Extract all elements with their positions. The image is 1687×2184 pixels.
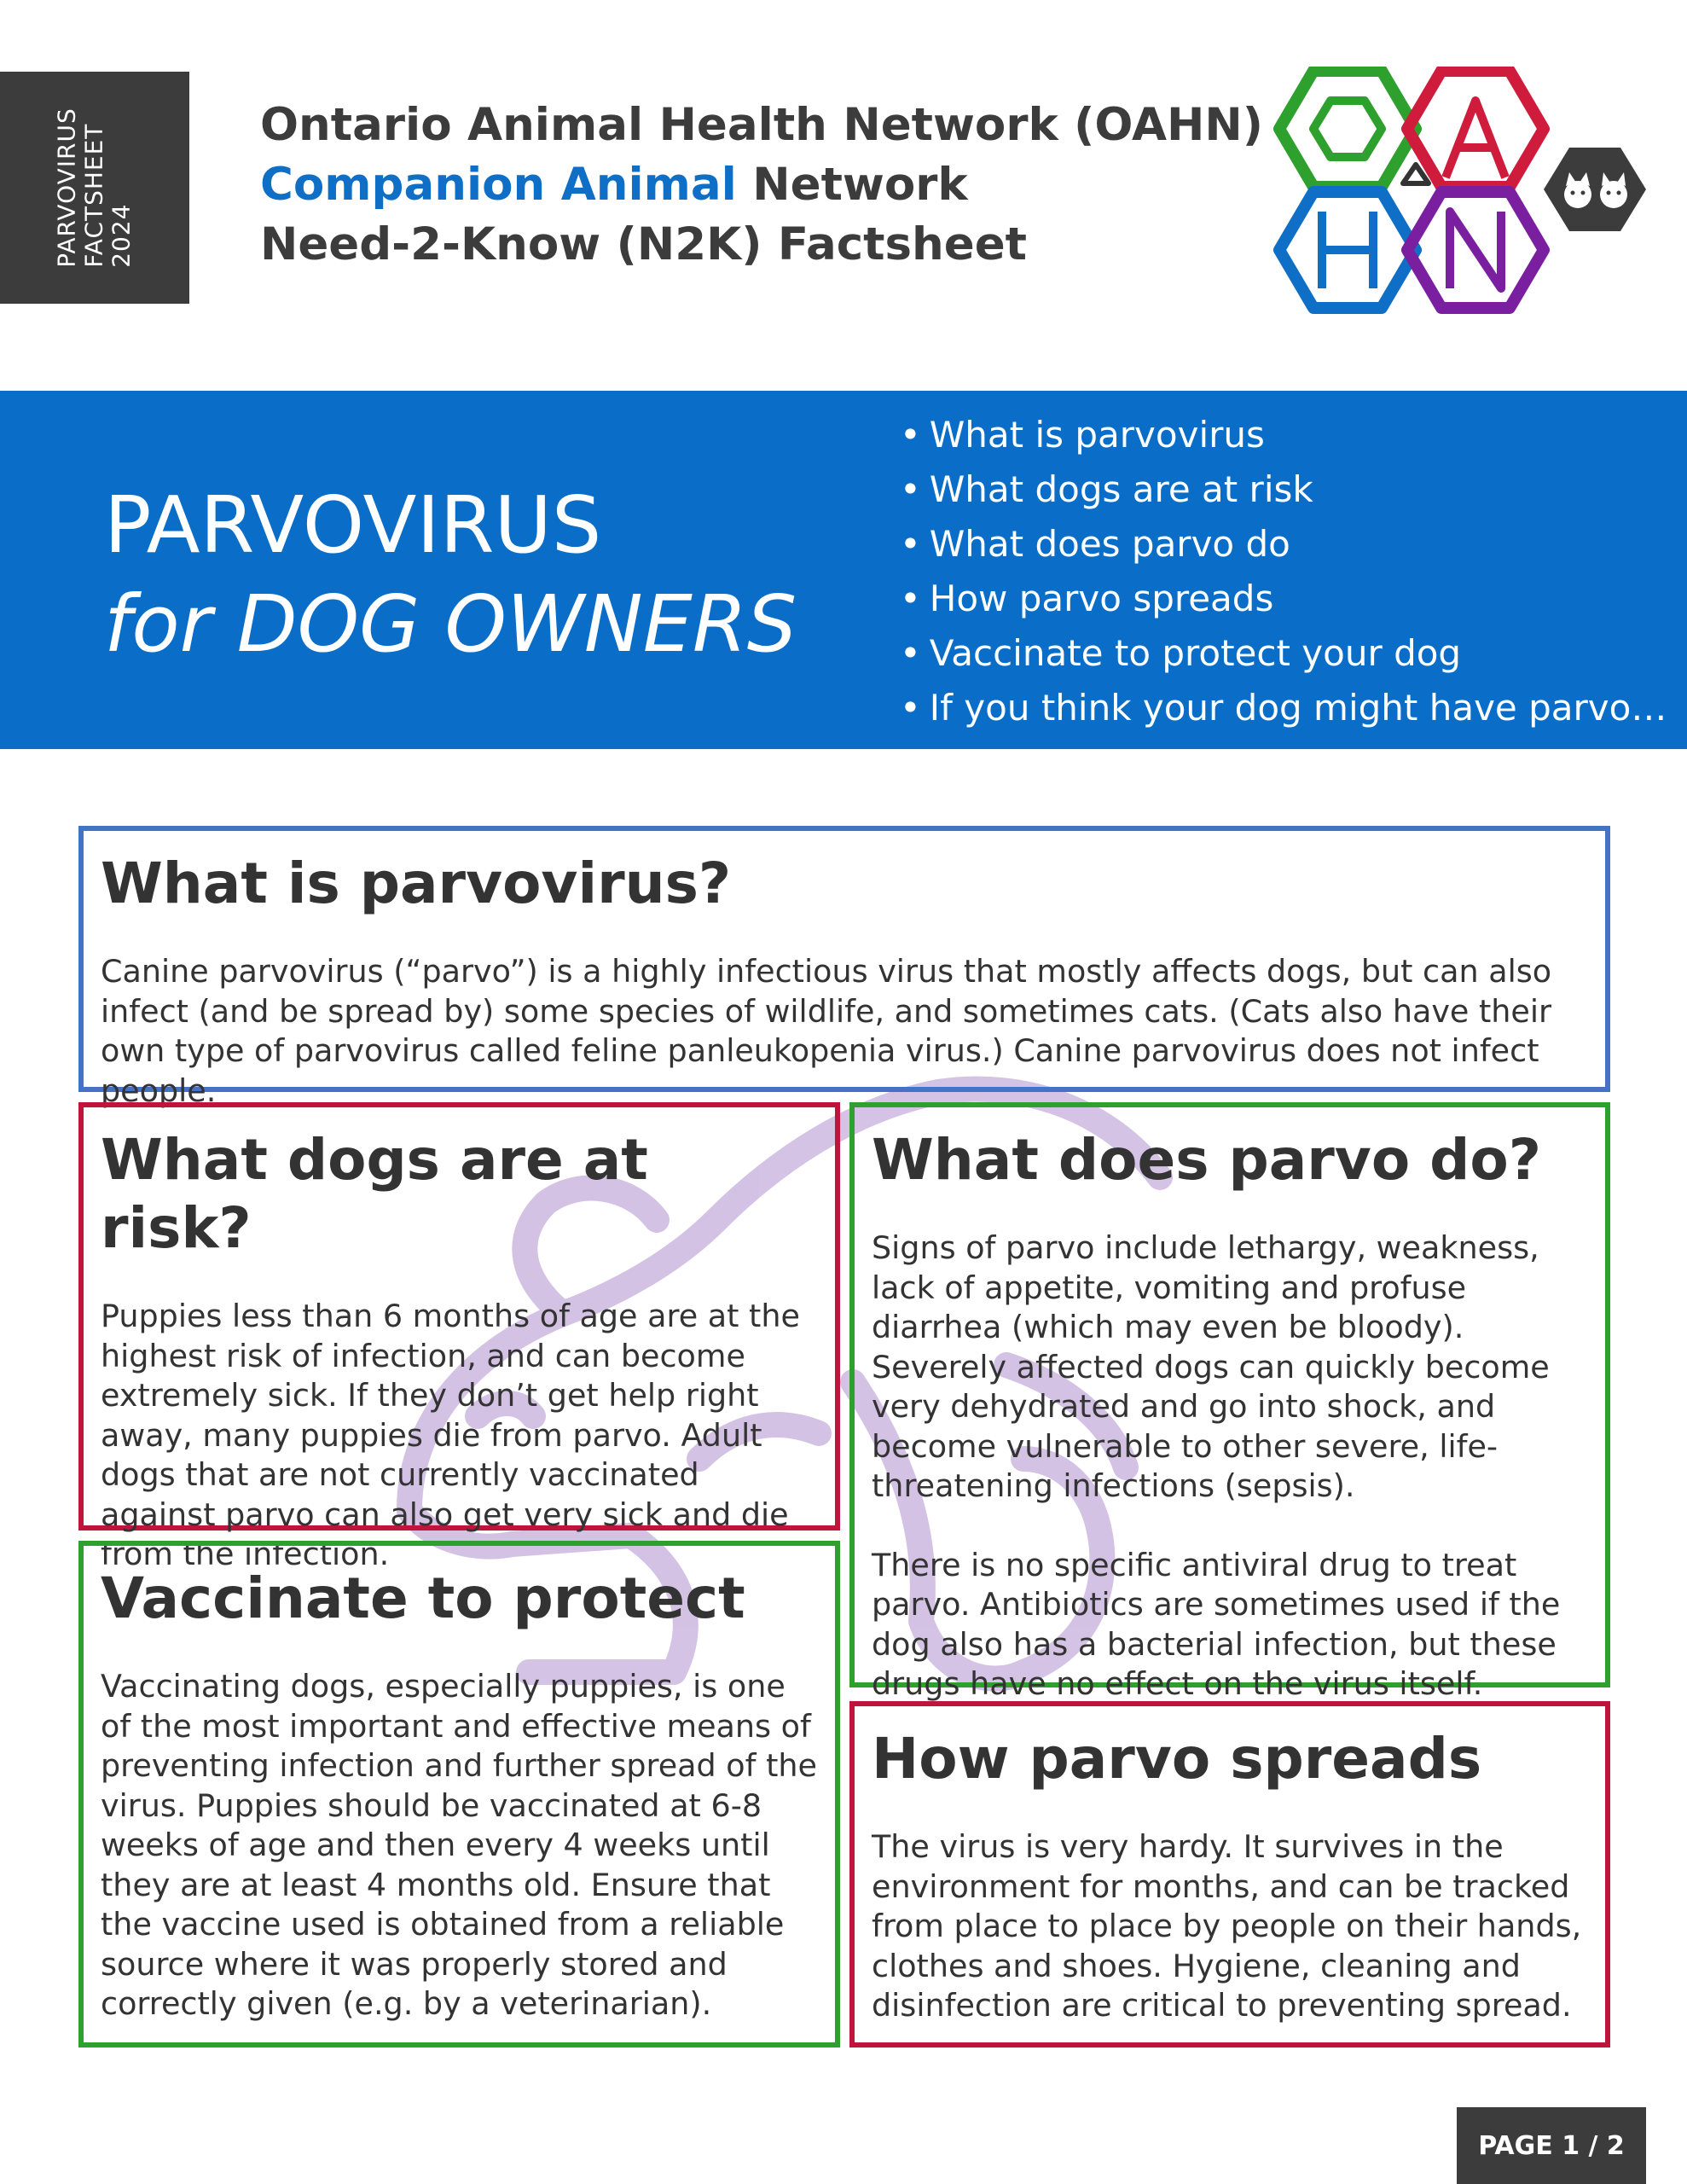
header-line2 [260,155,1263,215]
oahn-logo [1262,67,1646,314]
section-body: Canine parvovirus (“parvo”) is a highly infectious virus that mostly affects dogs, but can also infect (and be spread by) some species of wildlife, and sometimes cats. (Cats also have their own type of parvovirus called feline panleukopenia virus.) Canine parvovirus does not infect people. [101,953,1552,1109]
section-body: There is no specific antiviral drug to treat parvo. Antibiotics are sometimes used if the dog also has a bacterial infection, but these drugs have no effect on the virus itself. [872,1546,1561,1702]
page-number: PAGE 1 / 2 [1457,2107,1646,2184]
header-line2-rest: Network [736,159,968,211]
header-line3: Need-2-Know (N2K) Factsheet [260,218,1028,270]
section-what-dogs-at-risk [78,1102,840,1572]
header-line2-blue: Companion Animal [260,159,737,211]
section-heading: Vaccinate to protect [101,1565,745,1631]
side-tab-line1: PARVOVIRUS [52,107,81,268]
side-tab [0,72,189,304]
banner-topic-item: • How parvo spreads [900,572,1667,626]
banner-title-line2: for DOG OWNERS [104,578,797,670]
header-title [260,96,1263,275]
banner-topic-list [900,408,1667,735]
banner-topic-item: • If you think your dog might have parvo… [900,681,1667,735]
section-heading: What dogs are at risk? [101,1127,648,1261]
section-body: Puppies less than 6 months of age are at the highest risk of infection, and can become extremely sick. If they don’t get help right away, many puppies die from parvo. Adult dogs that are not currently vaccinated against parvo can also get very sick and die from the infection. [101,1298,800,1572]
banner-topic-item: • What is parvovirus [900,408,1667,462]
section-heading: How parvo spreads [872,1726,1482,1792]
side-tab-line3: 2024 [107,203,136,268]
section-what-does-parvo-do [849,1102,1610,1702]
section-body: The virus is very hardy. It survives in the environment for months, and can be tracked from place to place by people on their hands, clothes and shoes. Hygiene, cleaning and disinfection are critical to preventing spread. [872,1828,1582,2024]
section-body: Vaccinating dogs, especially puppies, is one of the most important and effective means of preventing infection and further spread of the virus. Puppies should be vaccinated at 6-8 weeks of age and then every 4 weeks until they are at least 4 months old. Ensure that the vaccine used is obtained from a reliable source where it was properly stored and correctly given (e.g. by a veterinarian). [101,1668,817,2022]
title-banner [0,391,1687,749]
banner-topic-item: • What dogs are at risk [900,462,1667,517]
banner-topic-item: • Vaccinate to protect your dog [900,626,1667,681]
section-how-parvo-spreads [849,1701,1610,2048]
section-vaccinate-to-protect [78,1541,840,2048]
banner-topic-item: • What does parvo do [900,517,1667,572]
banner-title [104,476,797,674]
header-line1: Ontario Animal Health Network (OAHN) [260,99,1263,151]
banner-title-line1: PARVOVIRUS [104,479,602,571]
side-tab-line2: FACTSHEET [79,123,108,268]
section-what-is-parvovirus [78,826,1610,1109]
section-body: Signs of parvo include lethargy, weakness, lack of appetite, vomiting and profuse diarrhea (which may even be bloody). Severely affected dogs can quickly become very dehydrated and go into shock, and become vulnerable to other severe, life-threatening infections (sepsis). [872,1229,1550,1504]
section-heading: What does parvo do? [872,1127,1542,1193]
section-heading: What is parvovirus? [101,851,732,916]
